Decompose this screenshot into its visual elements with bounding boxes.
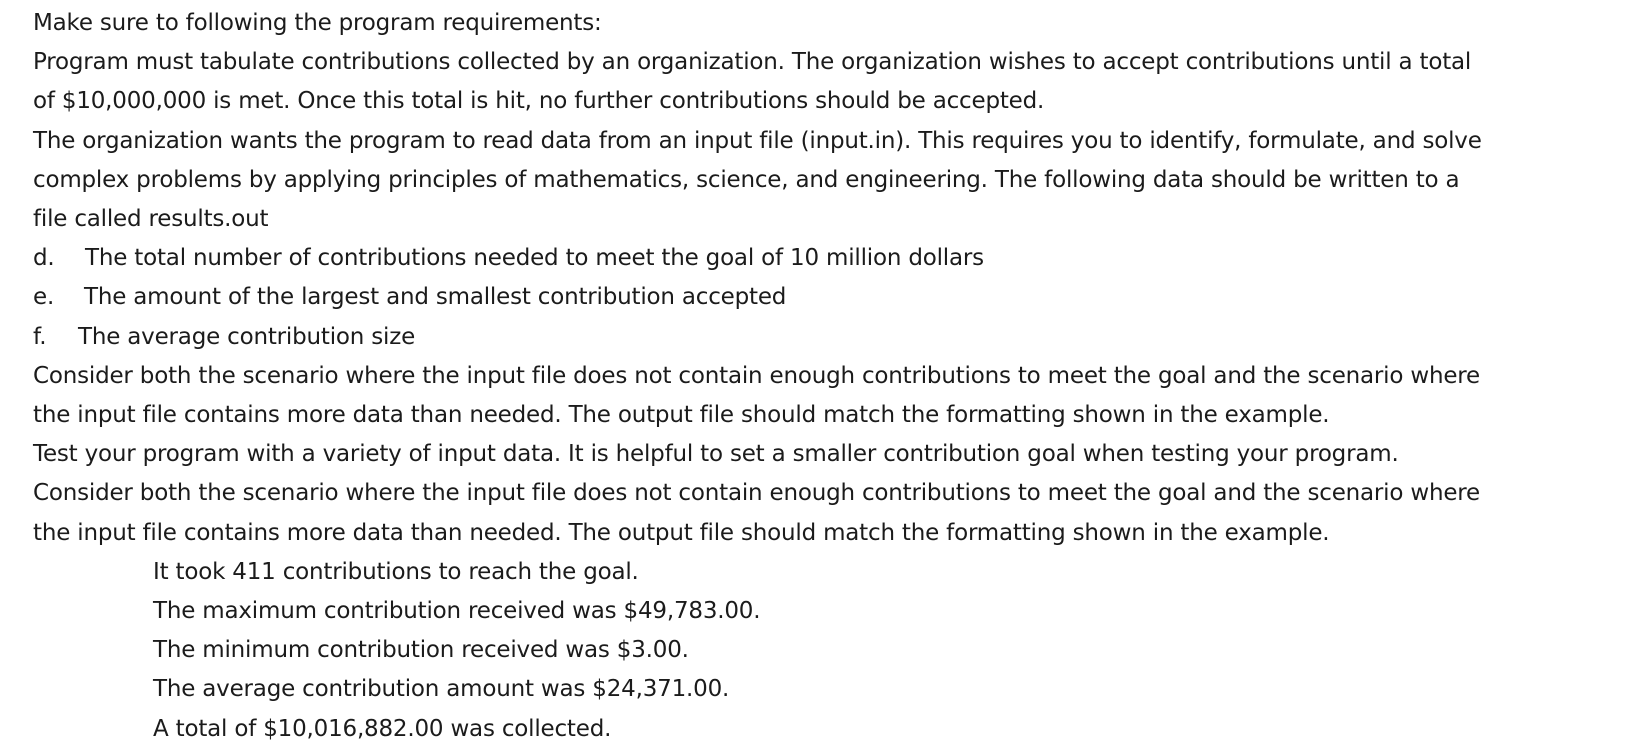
list-marker: f. <box>33 323 47 350</box>
example-output-line: The average contribution amount was $24,371.00. <box>153 676 730 703</box>
list-marker: e. <box>33 284 55 311</box>
list-item <box>33 318 1633 357</box>
requirements-paragraph-line: Program must tabulate contributions collected by an organization. The organization wishes to accept contributions until a total <box>33 49 1472 76</box>
scenario-paragraph-line: Consider both the scenario where the input file does not contain enough contributions to meet the goal and the scenario where <box>33 480 1480 507</box>
list-item <box>33 239 1633 278</box>
scenario-paragraph-line: the input file contains more data than needed. The output file should match the formatting shown in the example. <box>33 402 1330 429</box>
scenario-paragraph-line: the input file contains more data than needed. The output file should match the formatting shown in the example. <box>33 519 1330 546</box>
intro-line: Make sure to following the program requirements: <box>33 10 602 36</box>
list-item-text: The amount of the largest and smallest contribution accepted <box>84 284 787 311</box>
list-item-text: The average contribution size <box>78 323 416 350</box>
example-output-block <box>33 553 1633 749</box>
list-item <box>33 278 1633 317</box>
example-output-line: The maximum contribution received was $49,783.00. <box>153 598 761 625</box>
input-file-paragraph-line: file called results.out <box>33 206 269 233</box>
example-output-line: The minimum contribution received was $3.00. <box>153 637 689 664</box>
scenario-paragraph-line: Consider both the scenario where the input file does not contain enough contributions to meet the goal and the scenario where <box>33 362 1480 389</box>
example-output-line: It took 411 contributions to reach the goal. <box>153 558 639 585</box>
example-output-line: A total of $10,016,882.00 was collected. <box>153 715 612 742</box>
input-file-paragraph-line: complex problems by applying principles of mathematics, science, and engineering. The following data should be written to a <box>33 166 1460 193</box>
input-file-paragraph-line: The organization wants the program to read data from an input file (input.in). This requires you to identify, formulate, and solve <box>33 127 1482 154</box>
list-item-text: The total number of contributions needed to meet the goal of 10 million dollars <box>85 245 984 272</box>
list-marker: d. <box>33 245 55 272</box>
document-body <box>33 4 1633 749</box>
testing-paragraph-line: Test your program with a variety of input data. It is helpful to set a smaller contribution goal when testing your program. <box>33 441 1399 468</box>
requirements-paragraph-line: of $10,000,000 is met. Once this total is hit, no further contributions should be accepted. <box>33 88 1045 115</box>
